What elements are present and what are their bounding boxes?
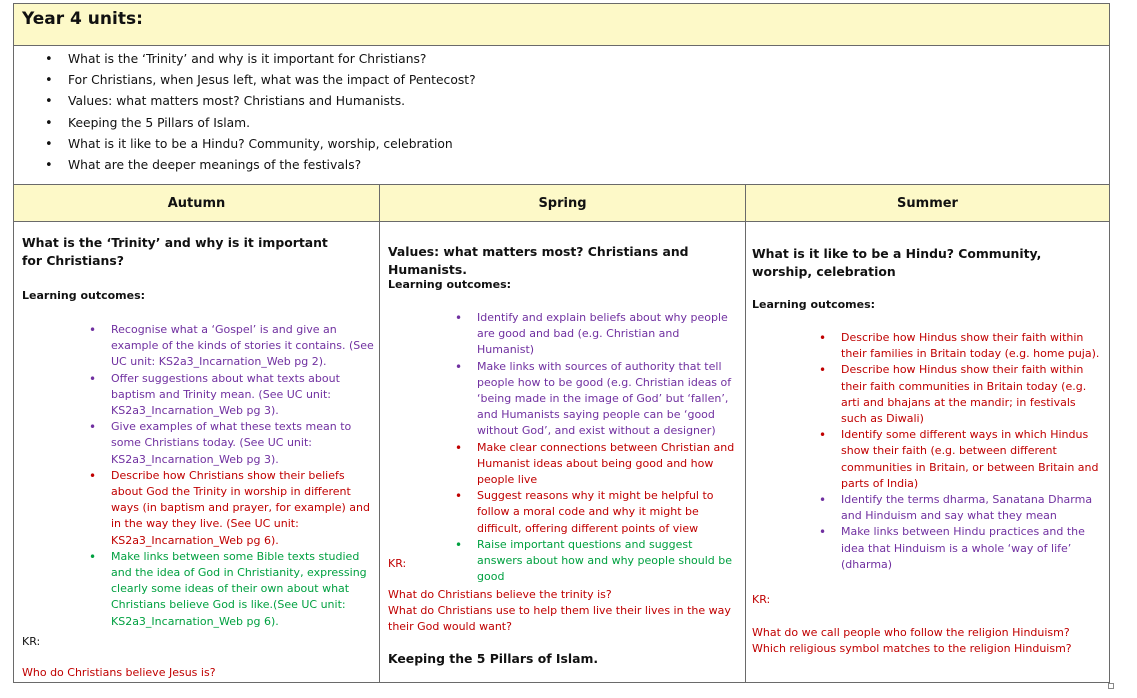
autumn-heading: Autumn xyxy=(14,185,379,222)
outcome-text: Make links between some Bible texts studied and the idea of God in Christianity, expressing clearly some ideas of their own about what Christians believe God is like.(See UC unit: KS2a3_Incarnation_Web pg 6). xyxy=(111,549,367,628)
units-table xyxy=(13,3,1110,683)
unit-item: • For Christians, when Jesus left, what was the impact of Pentecost? xyxy=(45,70,476,91)
kr-label: KR: xyxy=(388,557,407,570)
unit-item: • What is it like to be a Hindu? Community, worship, celebration xyxy=(45,134,476,155)
spring-column xyxy=(380,222,745,683)
unit-item: • Keeping the 5 Pillars of Islam. xyxy=(45,113,476,134)
outcome-text: Describe how Hindus show their faith within their faith communities in Britain today (e.g. arti and bhajans at the mandir; in festivals such as Diwali) xyxy=(841,363,1087,426)
summer-question: What is it like to be a Hindu? Community, worship, celebration xyxy=(752,246,1042,279)
learning-outcomes-label: Learning outcomes: xyxy=(752,298,876,311)
outcome-text: Identify the terms dharma, Sanatana Dharma and Hinduism and say what they mean xyxy=(841,493,1093,523)
kr-label: KR: xyxy=(752,593,771,606)
outcome-text: Recognise what a ‘Gospel’ is and give an example of the kinds of stories it contains. (See UC unit: KS2a3_Incarnation_Web pg 2). xyxy=(111,323,374,369)
outcome-text: Give examples of what these texts mean to some Christians today. (See UC unit: KS2a3_Incarnation_Web pg 3). xyxy=(111,420,352,466)
table-resize-handle[interactable] xyxy=(1108,683,1114,689)
outcome-text: Identify some different ways in which Hindus show their faith (e.g. between different communities in Britain, or between Britain and parts of India) xyxy=(841,428,1099,490)
outcome-item: • Describe how Hindus show their faith within their families in Britain today (e.g. home puja). xyxy=(819,331,1100,361)
kr-question: What do Christians believe the trinity is? xyxy=(388,588,612,601)
kr-question: Which religious symbol matches to the religion Hinduism? xyxy=(752,642,1072,655)
outcome-item: • Make links between Hindu practices and the idea that Hinduism is a whole ‘way of life’ (dharma) xyxy=(819,525,1085,571)
kr-question: What do we call people who follow the religion Hinduism? xyxy=(752,626,1070,639)
learning-outcomes-label: Learning outcomes: xyxy=(388,278,512,291)
next-unit-heading: Keeping the 5 Pillars of Islam. xyxy=(388,651,599,666)
unit-item: • Values: what matters most? Christians and Humanists. xyxy=(45,91,476,112)
units-list-cell xyxy=(14,46,1109,185)
summer-column xyxy=(746,222,1109,683)
outcome-item: • Suggest reasons why it might be helpful to follow a moral code and why it might be difficult, offering different points of view xyxy=(455,489,714,535)
outcome-text: Suggest reasons why it might be helpful to follow a moral code and why it might be difficult, offering different points of view xyxy=(477,489,714,535)
outcome-item: • Describe how Hindus show their faith within their faith communities in Britain today (e.g. arti and bhajans at the mandir; in festivals such as Diwali) xyxy=(819,363,1087,426)
outcome-text: Make clear connections between Christian and Humanist ideas about being good and how people live xyxy=(477,440,735,487)
outcome-item: • Identify the terms dharma, Sanatana Dharma and Hinduism and say what they mean xyxy=(819,493,1093,523)
autumn-outcomes xyxy=(89,322,376,630)
outcome-text: Offer suggestions about what texts about baptism and Trinity mean. (See UC unit: KS2a3_Incarnation_Web pg 3). xyxy=(111,371,340,418)
spring-outcomes xyxy=(455,310,739,585)
outcome-text: Identify and explain beliefs about why people are good and bad (e.g. Christian and Humanist) xyxy=(477,311,728,357)
outcome-item: • Identify some different ways in which Hindus show their faith (e.g. between different communities in Britain, or between Britain and parts of India) xyxy=(819,428,1099,490)
kr-question: Who do Christians believe Jesus is? xyxy=(22,666,216,679)
outcome-text: Make links with sources of authority that tell people how to be good (e.g. Christian ideas of ‘being made in the image of God’ but ‘fallen’, and Humanists saying people can be ‘good without God’, and exist without a designer) xyxy=(477,359,732,438)
unit-item: • What are the deeper meanings of the festivals? xyxy=(45,155,476,176)
page-title: Year 4 units: xyxy=(22,9,143,29)
outcome-text: Describe how Christians show their beliefs about God the Trinity in worship in different ways (in baptism and prayer, for example) and in the way they live. (See UC unit: KS2a3_Incarnation_Web pg 6). xyxy=(111,468,370,547)
title-row xyxy=(14,4,1109,46)
outcome-item: • Make links with sources of authority that tell people how to be good (e.g. Christian ideas of ‘being made in the image of God’ but ‘fallen’, and Humanists saying people can be ‘good without God’, and exist without a designer) xyxy=(455,359,732,438)
outcome-item: • Identify and explain beliefs about why people are good and bad (e.g. Christian and Humanist) xyxy=(455,311,728,357)
unit-item: • What is the ‘Trinity’ and why is it important for Christians? xyxy=(45,49,476,70)
kr-question: What do Christians use to help them live their lives in the way their God would want? xyxy=(388,604,731,634)
outcome-text: Make links between Hindu practices and the idea that Hinduism is a whole ‘way of life’ (dharma) xyxy=(841,525,1085,571)
outcome-item: • Make links between some Bible texts studied and the idea of God in Christianity, expressing clearly some ideas of their own about what Christians believe God is like.(See UC unit: KS2a3_Incarnation_Web pg 6). xyxy=(89,549,367,628)
learning-outcomes-label: Learning outcomes: xyxy=(22,289,146,302)
outcome-text: Describe how Hindus show their faith within their families in Britain today (e.g. home puja). xyxy=(841,331,1100,361)
outcome-item: • Offer suggestions about what texts about baptism and Trinity mean. (See UC unit: KS2a3_Incarnation_Web pg 3). xyxy=(89,371,340,418)
spring-heading: Spring xyxy=(380,185,745,222)
outcome-item: • Give examples of what these texts mean to some Christians today. (See UC unit: KS2a3_Incarnation_Web pg 3). xyxy=(89,420,352,466)
autumn-column xyxy=(14,222,379,683)
outcome-item: • Raise important questions and suggest answers about how and why people should be good xyxy=(455,537,733,584)
outcome-item: • Describe how Christians show their beliefs about God the Trinity in worship in different ways (in baptism and prayer, for example) and in the way they live. (See UC unit: KS2a3_Incarnation_Web pg 6). xyxy=(89,468,370,547)
autumn-question: What is the ‘Trinity’ and why is it important for Christians? xyxy=(22,235,328,268)
outcome-item: • Make clear connections between Christian and Humanist ideas about being good and how people live xyxy=(455,440,735,487)
spring-question: Values: what matters most? Christians and Humanists. xyxy=(388,244,689,277)
summer-outcomes xyxy=(819,330,1103,573)
kr-label: KR: xyxy=(22,635,41,648)
summer-heading: Summer xyxy=(746,185,1109,222)
outcome-item: • Recognise what a ‘Gospel’ is and give an example of the kinds of stories it contains. (See UC unit: KS2a3_Incarnation_Web pg 2). xyxy=(89,323,374,369)
units-list xyxy=(45,49,476,176)
outcome-text: Raise important questions and suggest answers about how and why people should be good xyxy=(477,537,733,584)
